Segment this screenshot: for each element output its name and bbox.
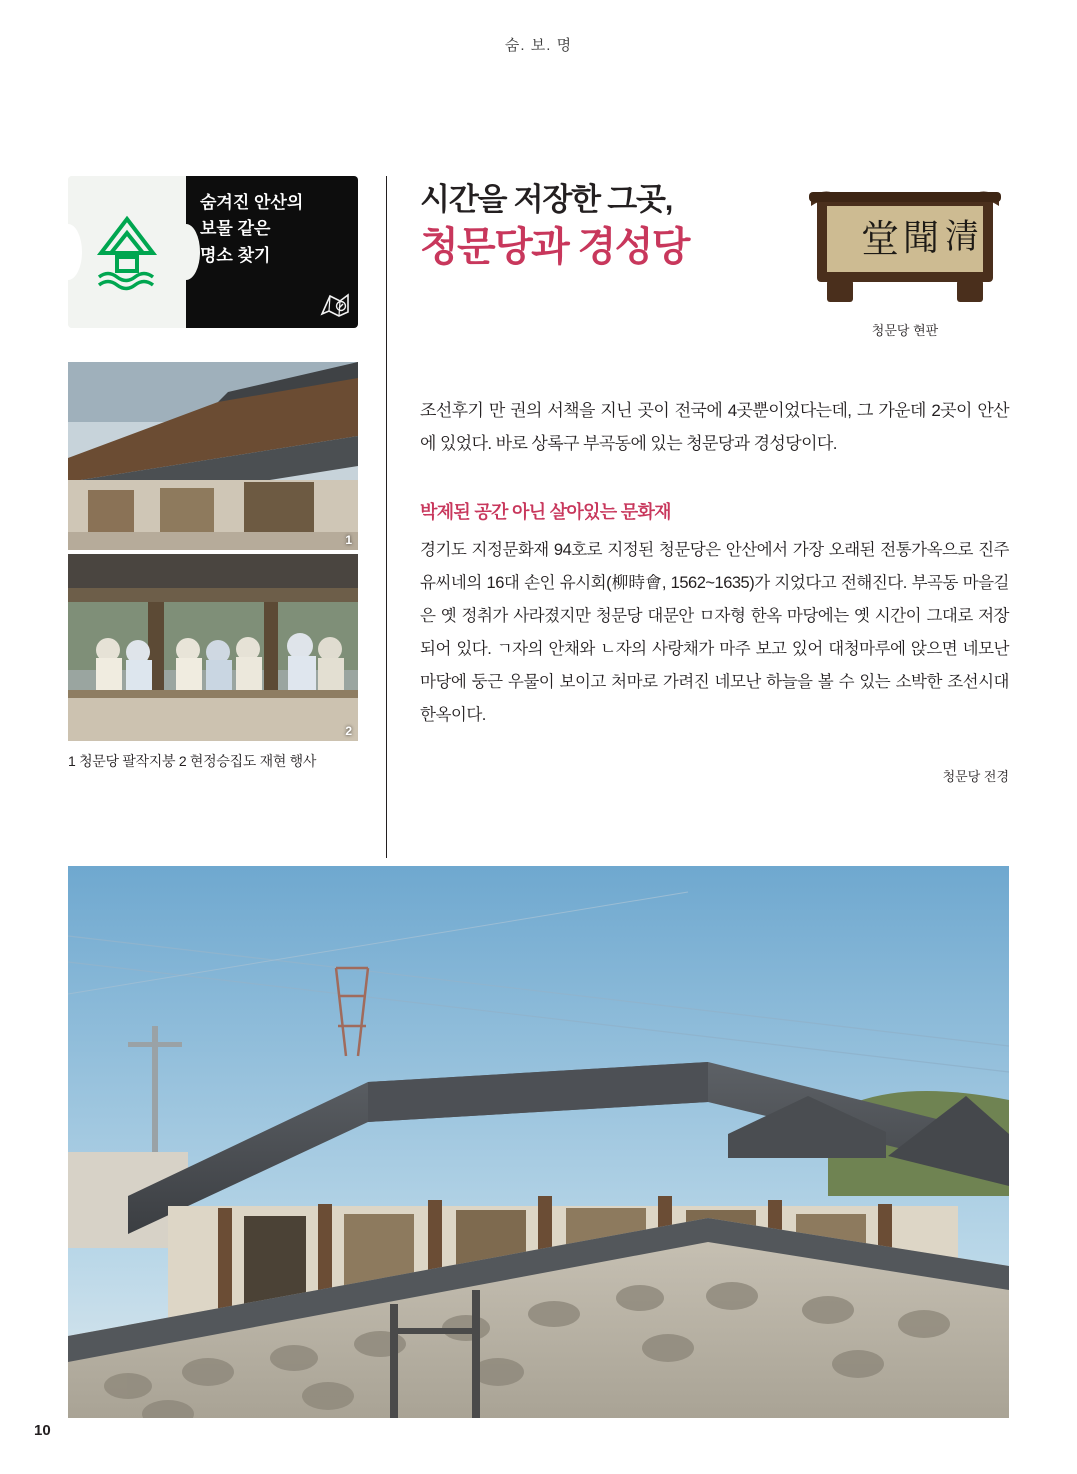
badge-logo-area: [68, 176, 186, 328]
plaque-caption: 청문당 현판: [871, 323, 939, 338]
article-title-line-2: 청문당과 경성당: [420, 224, 689, 269]
left-column: [68, 176, 358, 771]
cheongmundang-hipped-gable-roof-photo: [68, 362, 358, 550]
svg-text:清: 清: [945, 217, 979, 257]
page-number: 10: [34, 1422, 51, 1439]
photo-number-2: 2: [345, 724, 352, 738]
badge-line-1: 숨겨진 안산의: [200, 193, 304, 212]
cheongmundang-signboard-photo: [801, 176, 1009, 312]
hyeonjeongseungjipdo-reenactment-photo: [68, 554, 358, 741]
series-badge: [68, 176, 358, 328]
compass-map-icon: [320, 292, 350, 318]
badge-line-3: 명소 찾기: [200, 245, 271, 265]
column-divider: [386, 176, 387, 858]
hero-caption: 청문당 전경: [942, 769, 1009, 785]
ansan-city-logo-icon: [91, 213, 163, 291]
article-subheading: 박제된 공간 아닌 살아있는 문화재: [420, 502, 671, 523]
badge-line-2: 보물 같은: [200, 219, 271, 239]
photo-number-1: 1: [345, 533, 352, 547]
article-body: 경기도 지정문화재 94호로 지정된 청문당은 안산에서 가장 오래된 전통가옥으로 진주 유씨네의 16대 손인 유시회(柳時會, 1562~1635)가 지었다고 전해진다. 부곡동 마을길은 옛 정취가 사라졌지만 청문당 대문안 ㅁ자형 한옥 마당에는 옛 시간이 그대로 저장되어 있다. ㄱ자의 안채와 ㄴ자의 사랑채가 마주 보고 있어 대청마루에 앉으면 네모난 마당에 둥근 우물이 보이고 처마로 가려진 네모난 하늘을 볼 수 있는 소박한 조선시대 한옥이다.: [420, 541, 1009, 725]
article-title-line-1: 시간을 저장한 그곳,: [420, 182, 673, 217]
running-head: 숨. 보. 명: [504, 37, 573, 54]
cheongmundang-panoramic-photo: [68, 866, 1009, 1418]
article-column: [420, 176, 1009, 785]
svg-text:聞: 聞: [903, 218, 940, 259]
svg-text:堂: 堂: [861, 217, 900, 261]
badge-text-area: [186, 176, 358, 328]
left-photos-caption: 1 청문당 팔작지붕 2 현정승집도 재현 행사: [68, 753, 317, 769]
title-block: [420, 182, 1009, 338]
article-lead: 조선후기 만 권의 서책을 지닌 곳이 전국에 4곳뿐이었다는데, 그 가운데 2곳이 안산에 있었다. 바로 상록구 부곡동에 있는 청문당과 경성당이다.: [420, 401, 1009, 454]
